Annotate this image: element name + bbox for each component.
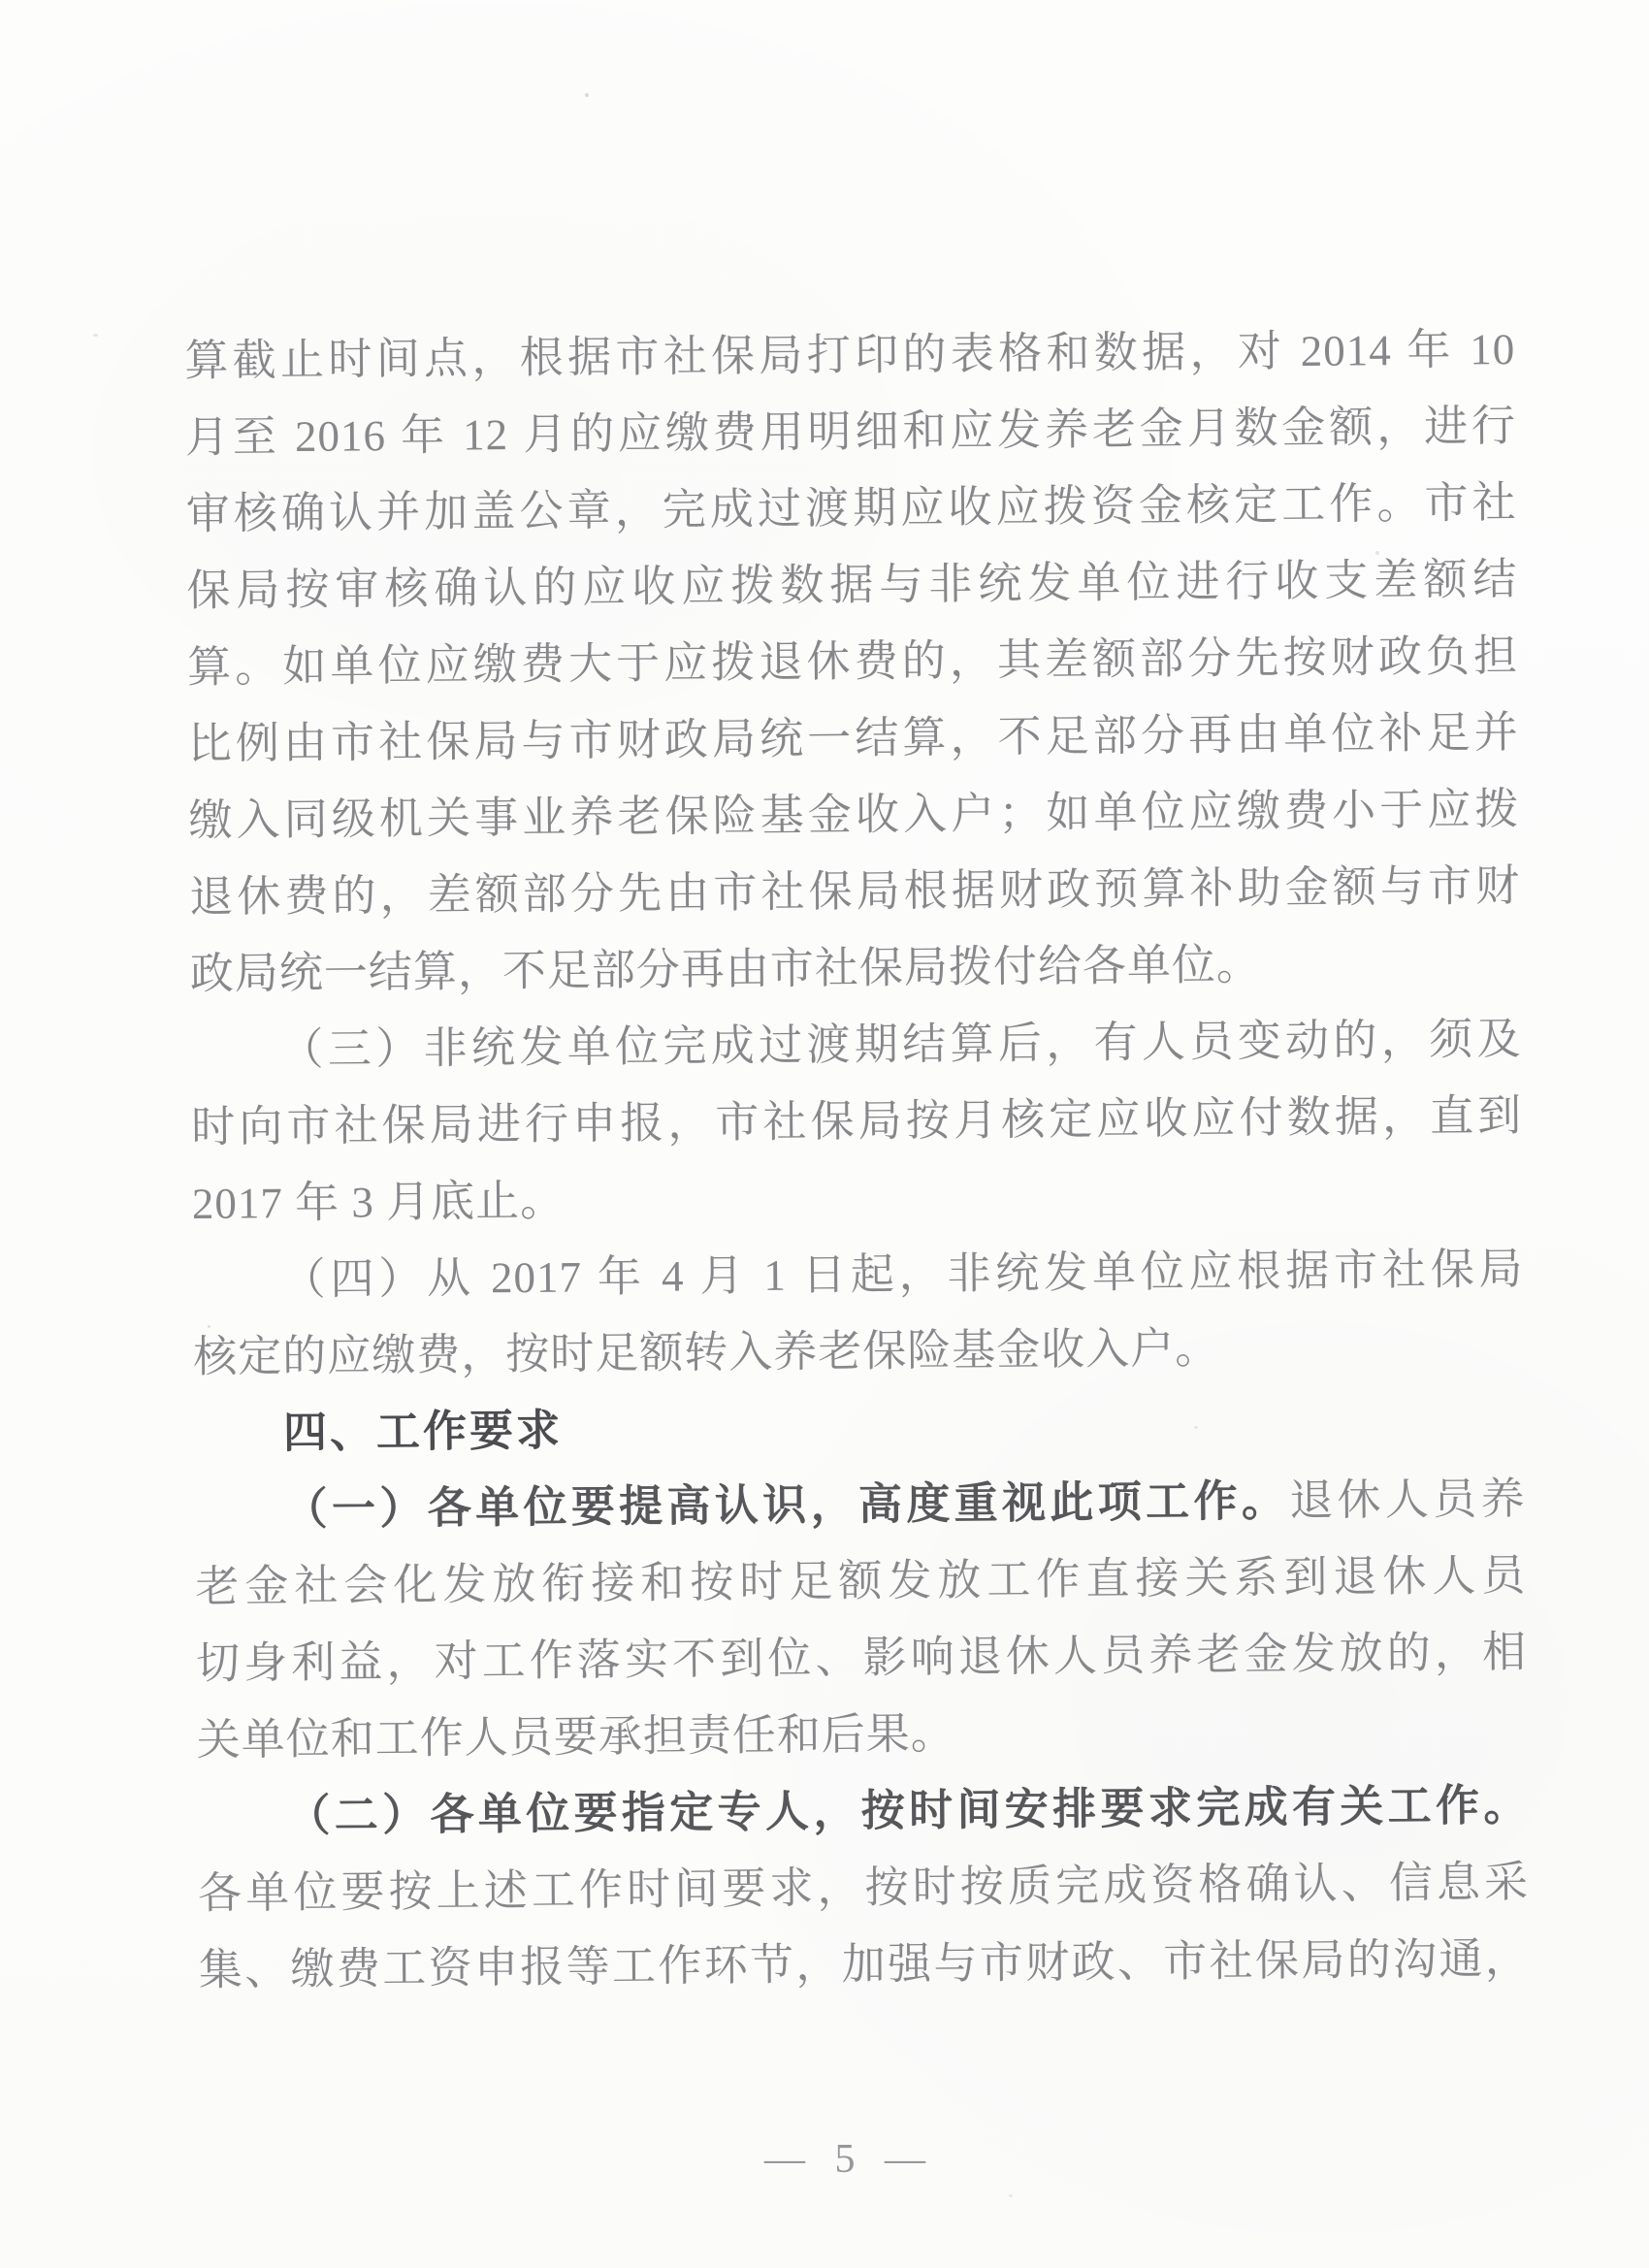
- text-segment: 集、缴费工资申报等工作环节，加强与市财政、市社保局的沟通，: [198, 1933, 1530, 1994]
- text-segment: （四）从 2017 年 4 月 1 日起，非统发单位应根据市社保局: [281, 1244, 1524, 1305]
- text-segment: （三）非统发单位完成过渡期结算后，有人员变动的，须及: [279, 1014, 1522, 1075]
- text-line: [197, 1767, 1529, 1856]
- text-segment: 切身利益，对工作落实不到位、影响退休人员养老金发放的，相: [195, 1627, 1528, 1688]
- text-segment: 比例由市社保局与市财政局统一结算，不足部分再由单位补足并: [187, 708, 1519, 768]
- text-segment: 保局按审核确认的应收应拨数据与非统发单位进行收支差额结: [186, 555, 1518, 615]
- text-line: [194, 1461, 1526, 1549]
- text-segment: 退休费的，差额部分先由市社保局根据财政预算补助金额与市财: [188, 861, 1521, 922]
- text-line: [196, 1691, 1528, 1779]
- scan-speck: [1009, 2194, 1013, 2197]
- text-segment: 关单位和工作人员要承担责任和后果。: [196, 1709, 955, 1765]
- text-line: [189, 848, 1521, 936]
- text-line: [195, 1538, 1527, 1626]
- section-heading: [194, 1384, 1526, 1473]
- text-segment: 各单位要按上述工作时间要求，按时按质完成资格确认、信息采: [197, 1857, 1530, 1918]
- text-line: [192, 1231, 1524, 1319]
- text-segment: 时向市社保局进行申报，市社保局按月核定应收应付数据，直到: [191, 1090, 1523, 1151]
- text-line: [185, 388, 1517, 476]
- text-segment: 算截止时间点，根据市社保局打印的表格和数据，对 2014 年 10: [184, 325, 1516, 385]
- text-line: [184, 311, 1516, 400]
- text-segment: 退休人员养: [1288, 1474, 1526, 1526]
- text-line: [190, 1001, 1522, 1089]
- bold-text-segment: （一）各单位要提高认识，高度重视此项工作。: [283, 1476, 1290, 1535]
- text-line: [191, 1078, 1523, 1166]
- text-line: [198, 1921, 1530, 2009]
- text-segment: 2017 年 3 月底止。: [191, 1176, 566, 1228]
- text-line: [186, 541, 1518, 630]
- text-segment: 算。如单位应缴费大于应拨退休费的，其差额部分先按财政负担: [186, 632, 1519, 692]
- text-line: [187, 618, 1519, 706]
- document-body: [184, 311, 1530, 2009]
- text-segment: 月至 2016 年 12 月的应缴费用明细和应发养老金月数金额，进行: [184, 402, 1517, 462]
- text-line: [193, 1308, 1525, 1396]
- text-segment: 缴入同级机关事业养老保险基金收入户；如单位应缴费小于应拨: [188, 785, 1520, 845]
- text-segment: 政局统一结算，不足部分再由市社保局拨付给各单位。: [189, 940, 1262, 998]
- bold-text-segment: 四、工作要求: [282, 1406, 564, 1458]
- bold-text-segment: （二）各单位要指定专人，按时间安排要求完成有关工作。: [286, 1780, 1529, 1841]
- scan-speck: [93, 334, 98, 337]
- text-line: [187, 695, 1519, 783]
- text-line: [185, 465, 1517, 553]
- text-line: [190, 924, 1522, 1013]
- text-segment: 审核确认并加盖公章，完成过渡期应收应拨资金核定工作。市社: [185, 478, 1517, 538]
- text-segment: 核定的应缴费，按时足额转入养老保险基金收入户。: [193, 1323, 1220, 1381]
- text-line: [196, 1614, 1528, 1702]
- text-line: [192, 1154, 1524, 1243]
- text-line: [198, 1844, 1530, 1932]
- scan-speck: [585, 93, 589, 97]
- text-line: [188, 771, 1520, 859]
- text-segment: 老金社会化发放衔接和按时足额发放工作直接关系到退休人员: [195, 1550, 1527, 1611]
- page-number: — 5 —: [764, 2137, 935, 2182]
